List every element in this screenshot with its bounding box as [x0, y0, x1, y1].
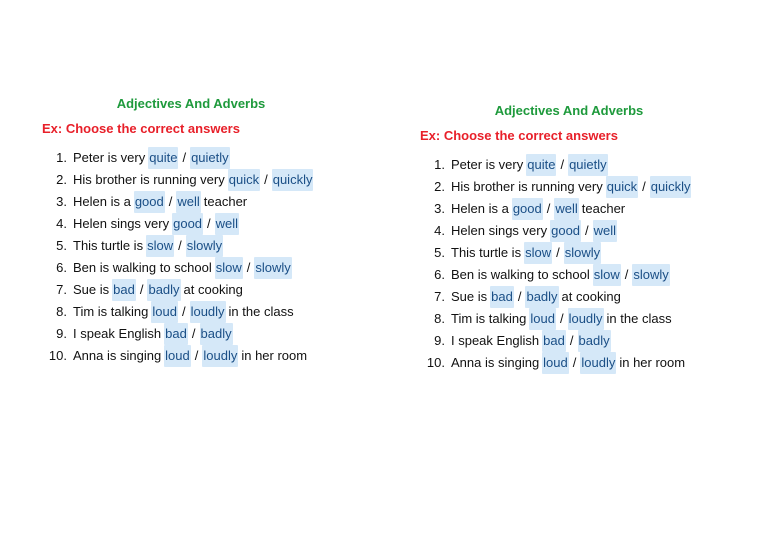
answer-option-1[interactable]: quick	[228, 169, 260, 191]
exercise-item	[414, 220, 754, 242]
exercise-item	[414, 242, 754, 264]
option-separator: /	[546, 201, 551, 216]
item-text-before: I speak English	[451, 333, 540, 348]
item-number: 1.	[56, 150, 67, 165]
exercise-item	[36, 191, 376, 213]
item-text-after: at cooking	[561, 289, 621, 304]
option-separator: /	[264, 172, 268, 187]
option-separator: /	[624, 267, 629, 282]
item-text-before: Tim is talking	[451, 311, 527, 326]
option-separator: /	[560, 157, 565, 172]
answer-option-2[interactable]: badly	[525, 286, 558, 308]
answer-option-1[interactable]: slow	[593, 264, 621, 286]
exercise-item	[36, 257, 376, 279]
answer-option-2[interactable]: loudly	[190, 301, 226, 323]
exercise-item	[36, 345, 376, 367]
answer-option-1[interactable]: good	[134, 191, 165, 213]
answer-option-1[interactable]: bad	[164, 323, 188, 345]
worksheet-instruction: Ex: Choose the correct answers	[42, 121, 240, 136]
item-text-before: Sue is	[451, 289, 488, 304]
answer-option-1[interactable]: quite	[526, 154, 556, 176]
item-text-after: in her room	[241, 348, 308, 363]
item-number: 2.	[56, 172, 67, 187]
answer-option-2[interactable]: slowly	[186, 235, 223, 257]
option-separator: /	[569, 333, 574, 348]
answer-option-2[interactable]: quietly	[190, 147, 230, 169]
item-text-before: I speak English	[73, 326, 162, 341]
exercise-item	[414, 352, 754, 374]
answer-option-2[interactable]: badly	[147, 279, 180, 301]
answer-option-2[interactable]: well	[215, 213, 239, 235]
item-number: 9.	[434, 333, 445, 348]
answer-option-1[interactable]: loud	[542, 352, 569, 374]
option-separator: /	[559, 311, 564, 326]
item-text-before: His brother is running very	[451, 179, 603, 194]
option-separator: /	[181, 304, 186, 319]
item-number: 5.	[56, 238, 67, 253]
item-text-after: in the class	[228, 304, 294, 319]
item-number: 6.	[56, 260, 67, 275]
exercise-item	[414, 330, 754, 352]
worksheet-title: Adjectives And Adverbs	[494, 103, 644, 118]
answer-option-2[interactable]: well	[593, 220, 617, 242]
item-text-before: Ben is walking to school	[73, 260, 212, 275]
exercise-item	[414, 176, 754, 198]
item-text-before: Anna is singing	[451, 355, 540, 370]
exercise-item	[414, 198, 754, 220]
item-text-before: Anna is singing	[73, 348, 162, 363]
worksheet-instruction: Ex: Choose the correct answers	[420, 128, 618, 143]
answer-option-1[interactable]: good	[550, 220, 581, 242]
answer-option-2[interactable]: loudly	[202, 345, 238, 367]
item-number: 10.	[426, 355, 445, 370]
option-separator: /	[139, 282, 144, 297]
option-separator: /	[642, 179, 646, 194]
exercise-item	[414, 308, 754, 330]
option-separator: /	[556, 245, 560, 260]
answer-option-1[interactable]: loud	[164, 345, 191, 367]
item-text-before: Sue is	[73, 282, 110, 297]
answer-option-1[interactable]: good	[172, 213, 203, 235]
answer-option-2[interactable]: slowly	[632, 264, 669, 286]
item-number: 2.	[434, 179, 445, 194]
item-number: 8.	[434, 311, 445, 326]
option-separator: /	[178, 238, 182, 253]
exercise-item	[414, 154, 754, 176]
item-number: 1.	[434, 157, 445, 172]
option-separator: /	[585, 223, 589, 238]
option-separator: /	[246, 260, 251, 275]
item-text-after: in her room	[619, 355, 686, 370]
exercise-item	[36, 213, 376, 235]
answer-option-1[interactable]: slow	[215, 257, 243, 279]
item-text-before: Helen is a	[73, 194, 131, 209]
item-text-after: in the class	[606, 311, 672, 326]
exercise-item	[36, 169, 376, 191]
item-text-after: teacher	[203, 194, 248, 209]
answer-option-1[interactable]: slow	[146, 235, 174, 257]
item-number: 10.	[48, 348, 67, 363]
worksheet-left	[36, 96, 376, 367]
answer-option-1[interactable]: loud	[529, 308, 556, 330]
item-text-before: Tim is talking	[73, 304, 149, 319]
answer-option-1[interactable]: loud	[151, 301, 178, 323]
exercise-item	[36, 279, 376, 301]
answer-option-2[interactable]: badly	[200, 323, 233, 345]
worksheet-title: Adjectives And Adverbs	[116, 96, 266, 111]
exercise-item	[414, 286, 754, 308]
exercise-item	[36, 235, 376, 257]
answer-option-2[interactable]: well	[554, 198, 578, 220]
item-number: 3.	[434, 201, 445, 216]
item-number: 5.	[434, 245, 445, 260]
answer-option-1[interactable]: bad	[490, 286, 514, 308]
answer-option-2[interactable]: well	[176, 191, 200, 213]
item-number: 6.	[434, 267, 445, 282]
answer-option-2[interactable]: slowly	[254, 257, 291, 279]
option-separator: /	[194, 348, 199, 363]
answer-option-1[interactable]: bad	[112, 279, 136, 301]
item-text-after: teacher	[581, 201, 626, 216]
item-number: 4.	[434, 223, 445, 238]
answer-option-1[interactable]: quick	[606, 176, 638, 198]
item-number: 7.	[56, 282, 67, 297]
answer-option-2[interactable]: quickly	[650, 176, 692, 198]
item-text-before: Helen sings very	[451, 223, 548, 238]
item-number: 9.	[56, 326, 67, 341]
item-number: 3.	[56, 194, 67, 209]
answer-option-1[interactable]: bad	[542, 330, 566, 352]
item-text-before: Peter is very	[73, 150, 146, 165]
exercise-item	[36, 323, 376, 345]
item-text-before: Ben is walking to school	[451, 267, 590, 282]
answer-option-1[interactable]: quite	[148, 147, 178, 169]
item-text-before: This turtle is	[451, 245, 522, 260]
item-number: 7.	[434, 289, 445, 304]
item-text-before: Helen is a	[451, 201, 509, 216]
answer-option-2[interactable]: loudly	[568, 308, 604, 330]
item-number: 4.	[56, 216, 67, 231]
exercise-list	[414, 154, 754, 374]
answer-option-1[interactable]: slow	[524, 242, 552, 264]
item-text-after: at cooking	[183, 282, 243, 297]
exercise-item	[36, 147, 376, 169]
exercise-list	[36, 147, 376, 367]
option-separator: /	[191, 326, 196, 341]
item-text-before: Peter is very	[451, 157, 524, 172]
option-separator: /	[182, 150, 187, 165]
answer-option-2[interactable]: badly	[578, 330, 611, 352]
answer-option-2[interactable]: quietly	[568, 154, 608, 176]
answer-option-2[interactable]: loudly	[580, 352, 616, 374]
item-text-before: Helen sings very	[73, 216, 170, 231]
answer-option-2[interactable]: quickly	[272, 169, 314, 191]
worksheet-right	[414, 103, 754, 374]
option-separator: /	[168, 194, 173, 209]
item-text-before: His brother is running very	[73, 172, 225, 187]
item-number: 8.	[56, 304, 67, 319]
answer-option-2[interactable]: slowly	[564, 242, 601, 264]
option-separator: /	[517, 289, 522, 304]
option-separator: /	[207, 216, 211, 231]
exercise-item	[36, 301, 376, 323]
option-separator: /	[572, 355, 577, 370]
item-text-before: This turtle is	[73, 238, 144, 253]
answer-option-1[interactable]: good	[512, 198, 543, 220]
exercise-item	[414, 264, 754, 286]
